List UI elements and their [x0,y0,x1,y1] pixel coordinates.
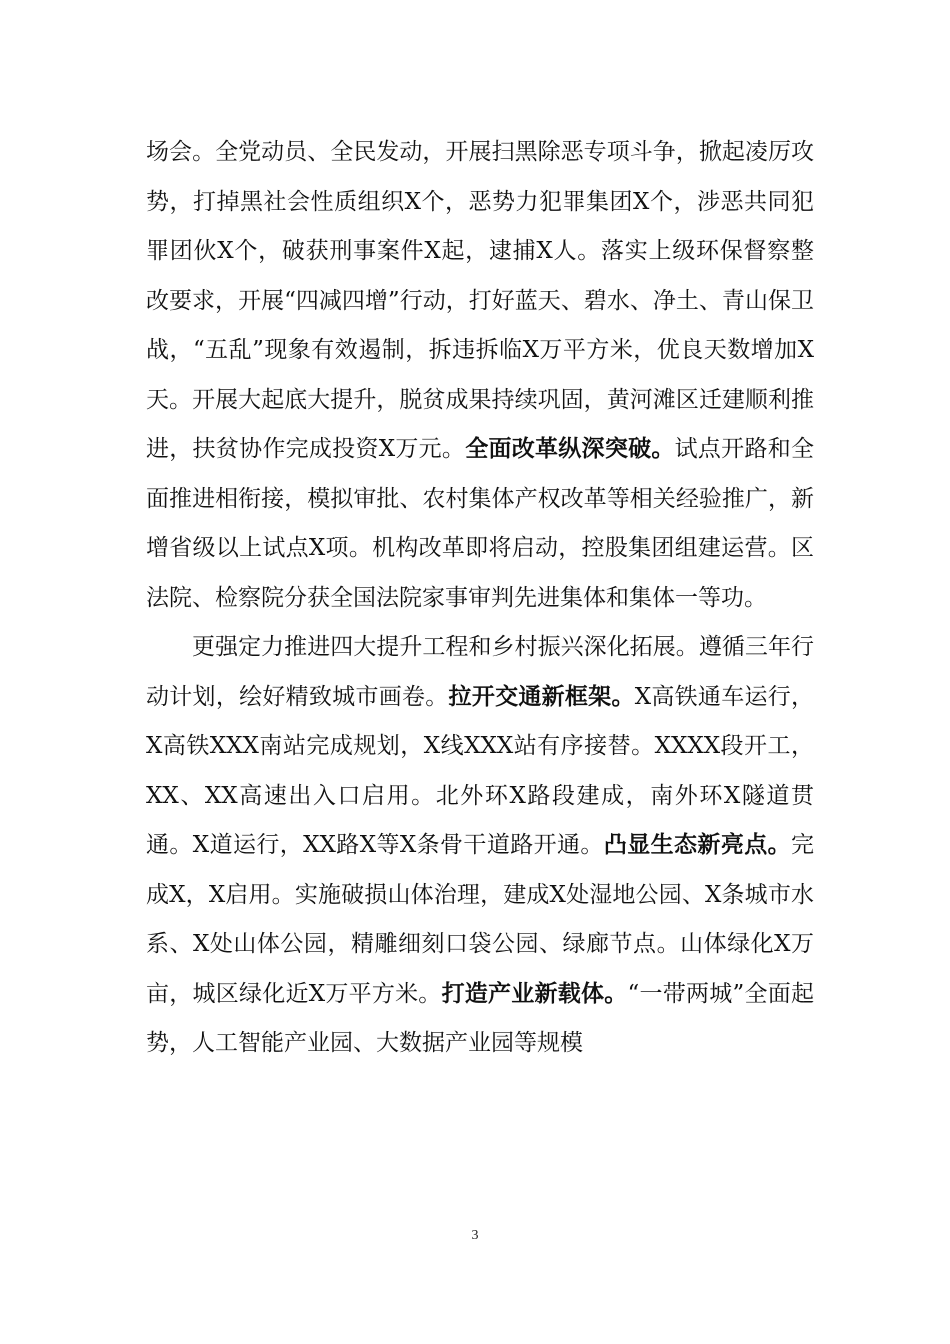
paragraph [146,128,814,623]
bold-lead-heading: 打造产业新载体。 [441,980,628,1007]
body-text [146,128,814,1069]
bold-lead-heading: 凸显生态新亮点。 [603,832,792,858]
paragraph-text: 完成X，X启用。实施破损山体治理，建成X处湿地公园、X条城市水系、X处山体公园，精雕细刻口袋公园、绿廊节点。山体绿化X万亩，城区绿化近X万平方米。 [146,832,815,1007]
paragraph-text: “一带两城”全面起势，人工智能产业园、大数据产业园等规模 [146,980,815,1056]
paragraph-text: 试点开路和全面推进相衔接，模拟审批、农村集体产权改革等相关经验推广，新增省级以上试点X项。机构改革即将启动，控股集团组建运营。区法院、检察院分获全国法院家事审判先进集体和集体一等功。 [146,436,815,611]
paragraph-text: 更强定力推进四大提升工程和乡村振兴深化拓展。遵循三年行动计划，绘好精致城市画卷。 [146,634,814,710]
paragraph-text: 场会。全党动员、全民发动，开展扫黑除恶专项斗争，掀起凌厉攻势，打掉黑社会性质组织X个，恶势力犯罪集团X个，涉恶共同犯罪团伙X个，破获刑事案件X起，逮捕X人。落实上级环保督察整改要求，开展“四减四增”行动，打好蓝天、碧水、净土、青山保卫战，“五乱”现象有效遏制，拆违拆临X万平方米，优良天数增加X天。开展大起底大提升，脱贫成果持续巩固，黄河滩区迁建顺利推进，扶贫协作完成投资X万元。 [146,139,814,462]
bold-lead-heading: 拉开交通新框架。 [448,683,635,710]
paragraph-text: X高铁通车运行，X高铁XXX南站完成规划，X线XXX站有序接替。XXXX段开工，XX、XX高速出入口启用。北外环X路段建成，南外环X隧道贯通。X道运行，XX路X等X条骨干道路开通。 [146,683,815,858]
paragraph [146,623,814,1069]
page-number: 3 [471,1228,479,1243]
bold-lead-heading: 全面改革纵深突破。 [465,436,675,462]
